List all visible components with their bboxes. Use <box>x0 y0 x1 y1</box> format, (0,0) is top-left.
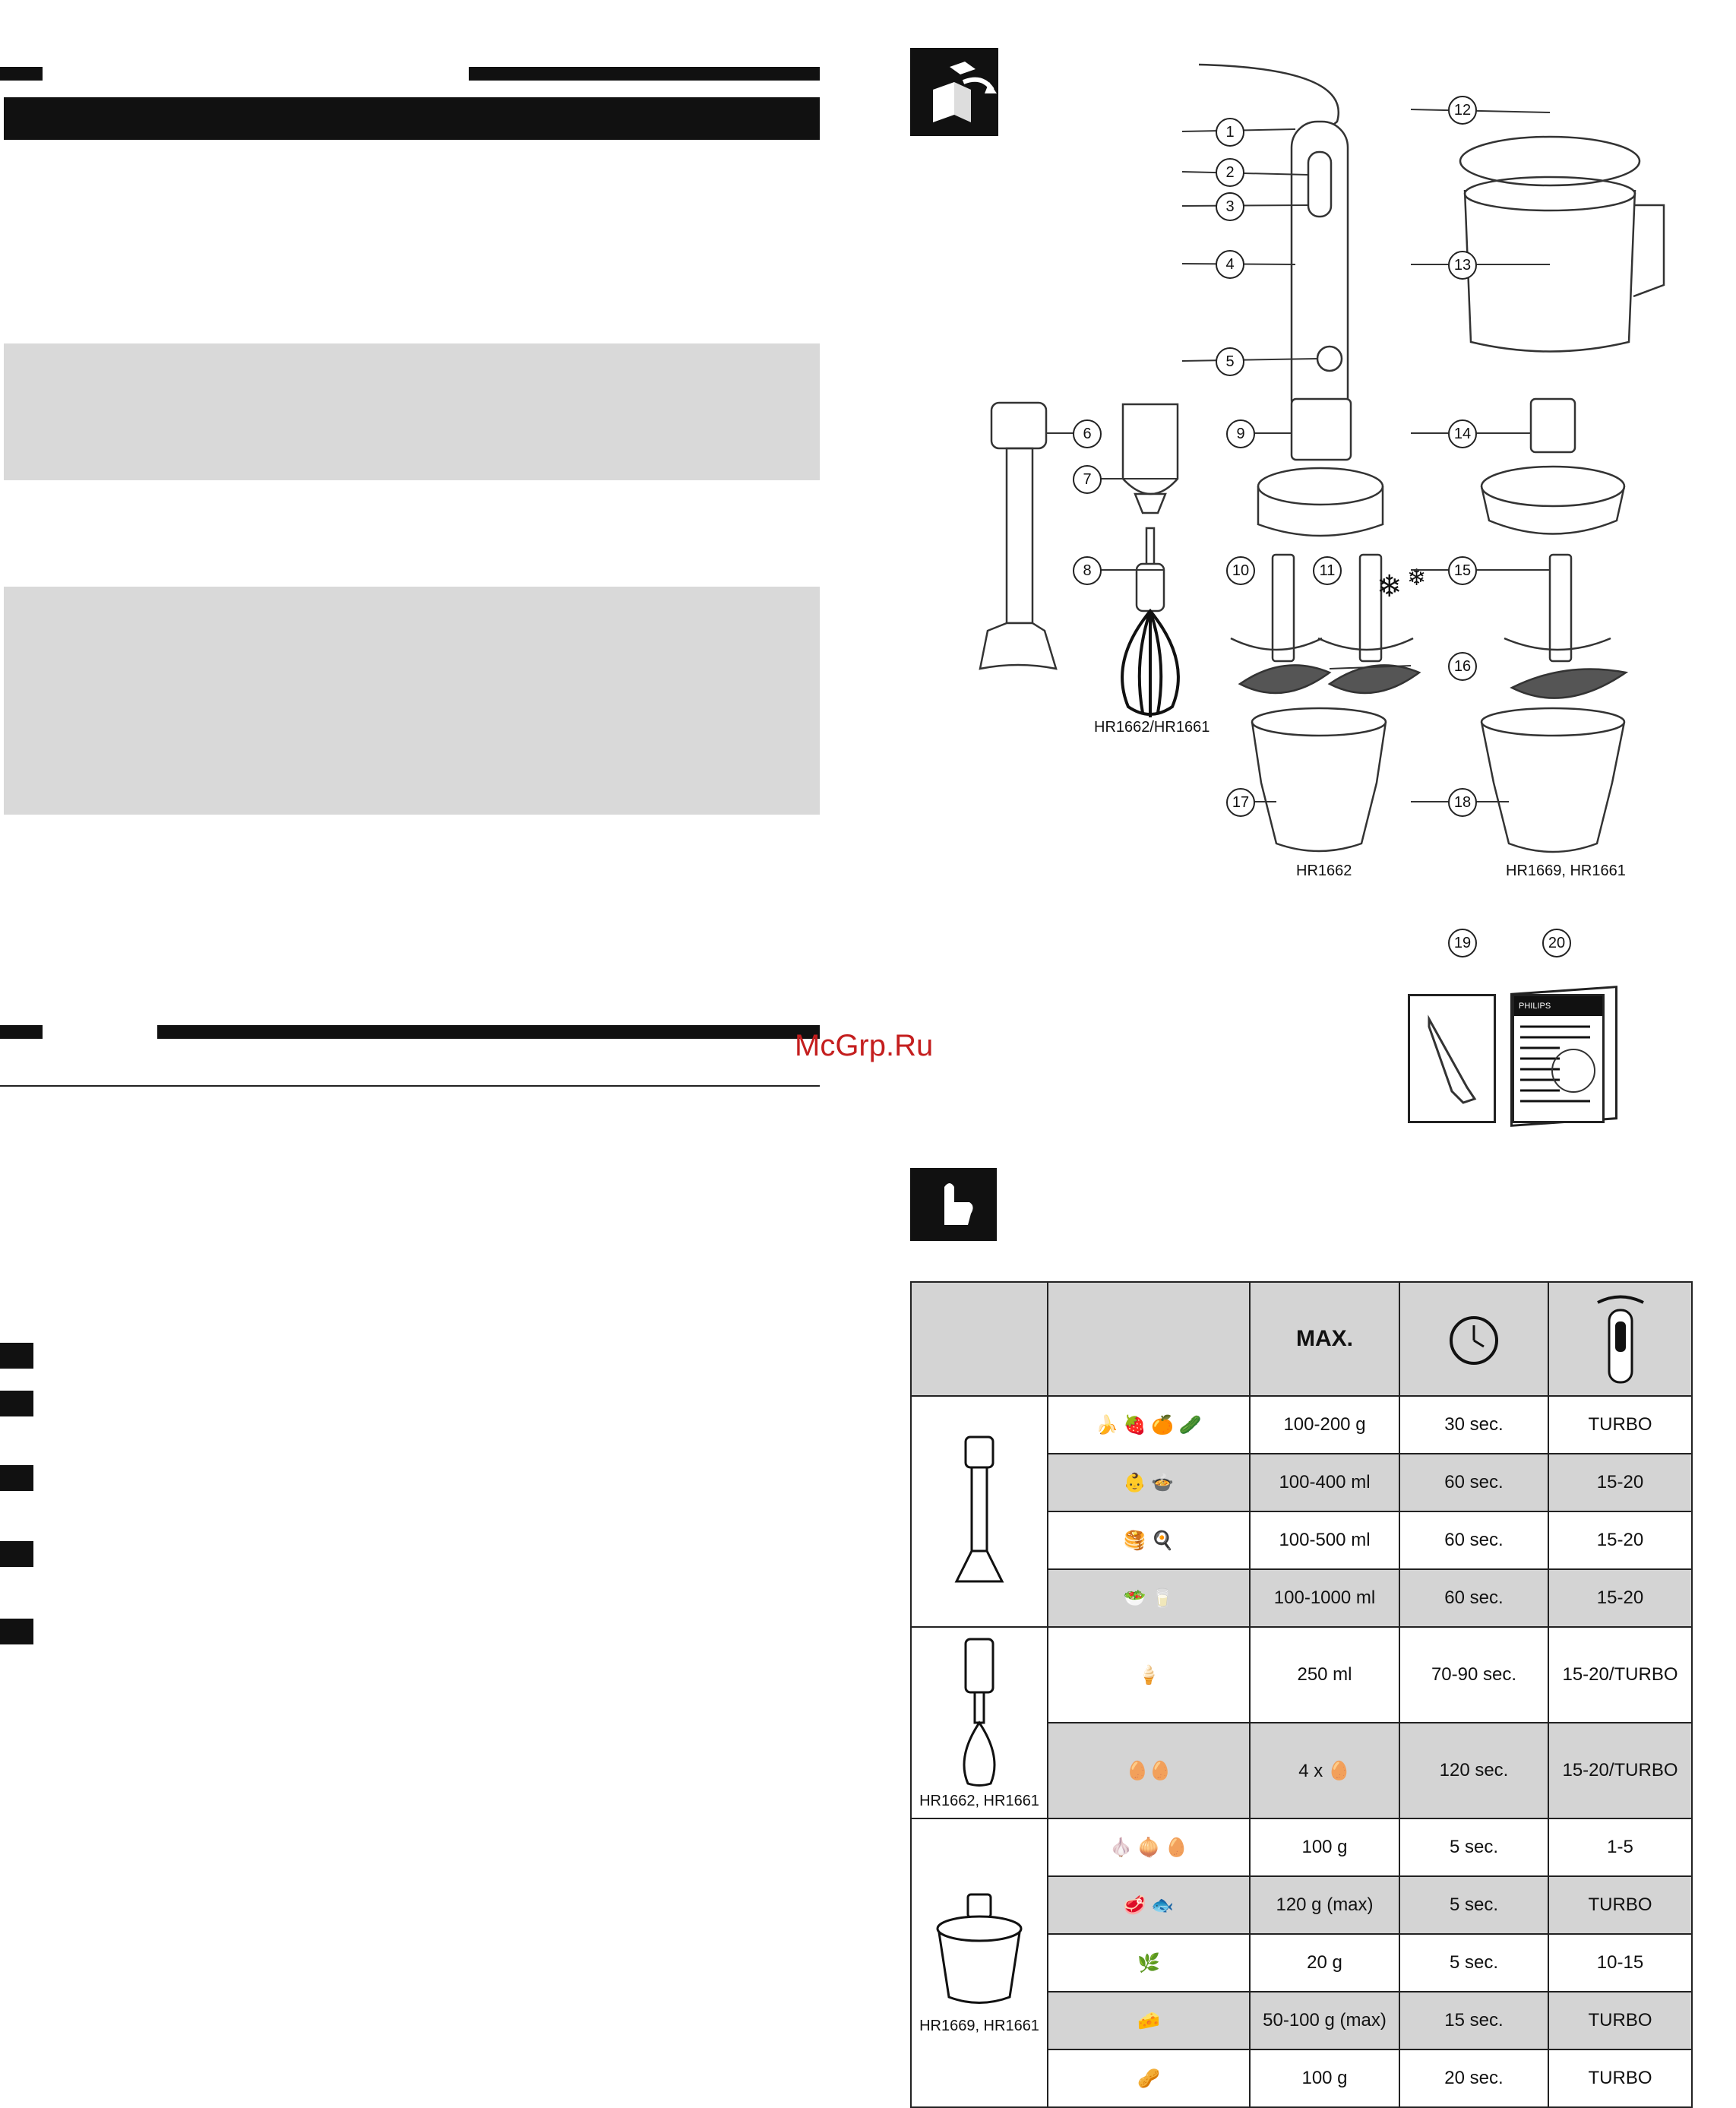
ingredient-batter-icon: 🥞 🍳 <box>1048 1511 1250 1569</box>
speed-cell: TURBO <box>1548 2049 1692 2107</box>
qty-cell: 20 g <box>1250 1934 1399 1992</box>
time-cell: 5 sec. <box>1399 1876 1548 1934</box>
timer-icon <box>1440 1302 1508 1371</box>
usage-table <box>910 1281 1693 2108</box>
step-marker-2 <box>0 1391 33 1416</box>
ingredient-onion-icon: 🧄 🧅 🥚 <box>1048 1818 1250 1876</box>
table-row <box>911 1396 1692 1454</box>
ingredient-shake-icon: 🥗 🥛 <box>1048 1569 1250 1627</box>
step-marker-4 <box>0 1541 33 1567</box>
speed-cell: 10-15 <box>1548 1934 1692 1992</box>
part-number-2: 2 <box>1216 158 1244 187</box>
ingredient-cheese-icon: 🧀 <box>1048 1992 1250 2049</box>
header-max: MAX. <box>1250 1282 1399 1396</box>
model-label-bowl-left: HR1662 <box>1296 863 1352 879</box>
qty-egg-count: 4 x <box>1298 1760 1323 1781</box>
qty-cell: 100-400 ml <box>1250 1454 1399 1511</box>
part-number-10: 10 <box>1226 556 1255 585</box>
part-number-20: 20 <box>1542 929 1571 957</box>
chopper-model-label: HR1669, HR1661 <box>919 2018 1039 2034</box>
model-label-bowl-right: HR1669, HR1661 <box>1506 863 1626 879</box>
speed-cell: 15-20 <box>1548 1569 1692 1627</box>
step-marker-1 <box>0 1343 33 1369</box>
header-speed-cell <box>1548 1282 1692 1396</box>
qty-cell: 250 ml <box>1250 1627 1399 1723</box>
ingredient-cream-icon: 🍦 <box>1048 1627 1250 1723</box>
brochure-brand: PHILIPS <box>1514 996 1602 1016</box>
speed-dial-icon <box>1586 1287 1655 1386</box>
qty-cell: 50-100 g (max) <box>1250 1992 1399 2049</box>
whisk-model-label: HR1662, HR1661 <box>919 1793 1039 1809</box>
accessory-blender-bar <box>911 1396 1048 1627</box>
part-number-13: 13 <box>1448 251 1477 280</box>
part-number-17: 17 <box>1226 788 1255 817</box>
section-rule <box>0 1085 820 1087</box>
part-number-18: 18 <box>1448 788 1477 817</box>
table-row <box>911 1818 1692 1876</box>
table-header-row <box>911 1282 1692 1396</box>
part-number-9: 9 <box>1226 419 1255 448</box>
time-cell: 5 sec. <box>1399 1934 1548 1992</box>
accessory-whisk <box>911 1627 1048 1818</box>
qty-cell: 100 g <box>1250 2049 1399 2107</box>
time-cell: 60 sec. <box>1399 1569 1548 1627</box>
time-cell: 70-90 sec. <box>1399 1627 1548 1723</box>
part-number-3: 3 <box>1216 192 1244 221</box>
accessory-chopper <box>911 1818 1048 2107</box>
svg-text:❄: ❄ <box>1407 565 1427 590</box>
header-accessory-cell <box>911 1282 1048 1396</box>
time-cell: 120 sec. <box>1399 1723 1548 1818</box>
part-number-4: 4 <box>1216 250 1244 279</box>
chopper-icon <box>930 1891 1029 2012</box>
qty-cell: 120 g (max) <box>1250 1876 1399 1934</box>
user-manual-booklet-front <box>1512 994 1605 1123</box>
time-cell: 15 sec. <box>1399 1992 1548 2049</box>
speed-cell: 15-20 <box>1548 1511 1692 1569</box>
parts-illustration <box>957 53 1687 1132</box>
part-number-15: 15 <box>1448 556 1477 585</box>
qty-cell: 100-500 ml <box>1250 1511 1399 1569</box>
top-bar-short <box>0 67 43 81</box>
quick-start-leaflet <box>1408 994 1496 1123</box>
svg-text:❄: ❄ <box>1377 570 1402 603</box>
part-number-8: 8 <box>1073 556 1102 585</box>
step-marker-5 <box>0 1619 33 1644</box>
time-cell: 20 sec. <box>1399 2049 1548 2107</box>
top-bar-right <box>469 67 820 81</box>
speed-cell: TURBO <box>1548 1876 1692 1934</box>
title-banner <box>4 97 820 140</box>
time-cell: 60 sec. <box>1399 1511 1548 1569</box>
ingredient-herbs-icon: 🌿 <box>1048 1934 1250 1992</box>
header-timer-cell <box>1399 1282 1548 1396</box>
header-ingredient-cell <box>1048 1282 1250 1396</box>
speed-cell: 15-20 <box>1548 1454 1692 1511</box>
whisk-icon <box>949 1635 1010 1787</box>
part-number-5: 5 <box>1216 347 1244 376</box>
ingredient-baby-food-icon: 👶 🍲 <box>1048 1454 1250 1511</box>
gray-panel-2 <box>4 587 820 815</box>
part-number-1: 1 <box>1216 118 1244 147</box>
time-cell: 60 sec. <box>1399 1454 1548 1511</box>
qty-cell <box>1250 1723 1399 1818</box>
egg-icon: 🥚 <box>1327 1760 1351 1781</box>
part-number-11: 11 <box>1313 556 1342 585</box>
qty-cell: 100 g <box>1250 1818 1399 1876</box>
blender-bar-icon <box>949 1433 1010 1585</box>
speed-cell: TURBO <box>1548 1992 1692 2049</box>
part-number-12: 12 <box>1448 96 1477 125</box>
part-number-14: 14 <box>1448 419 1477 448</box>
qty-cell: 100-1000 ml <box>1250 1569 1399 1627</box>
model-label-whisk: HR1662/HR1661 <box>1094 719 1210 736</box>
speed-cell: TURBO <box>1548 1396 1692 1454</box>
time-cell: 30 sec. <box>1399 1396 1548 1454</box>
ingredient-meat-fish-icon: 🥩 🐟 <box>1048 1876 1250 1934</box>
watermark: McGrp.Ru <box>795 1029 934 1062</box>
part-number-16: 16 <box>1448 652 1477 681</box>
gray-panel-1 <box>4 343 820 480</box>
speed-cell: 15-20/TURBO <box>1548 1627 1692 1723</box>
section-bar-right <box>157 1025 820 1039</box>
time-cell: 5 sec. <box>1399 1818 1548 1876</box>
table-row <box>911 1627 1692 1723</box>
speed-cell: 1-5 <box>1548 1818 1692 1876</box>
part-number-6: 6 <box>1073 419 1102 448</box>
step-marker-3 <box>0 1465 33 1491</box>
ingredient-eggs-icon: 🥚🥚 <box>1048 1723 1250 1818</box>
speed-cell: 15-20/TURBO <box>1548 1723 1692 1818</box>
tips-hand-icon <box>910 1168 997 1241</box>
ingredient-nuts-icon: 🥜 <box>1048 2049 1250 2107</box>
part-number-7: 7 <box>1073 465 1102 494</box>
ingredient-fruit-icon: 🍌 🍓 🍊 🥒 <box>1048 1396 1250 1454</box>
part-number-19: 19 <box>1448 929 1477 957</box>
qty-cell: 100-200 g <box>1250 1396 1399 1454</box>
section-bar-short <box>0 1025 43 1039</box>
